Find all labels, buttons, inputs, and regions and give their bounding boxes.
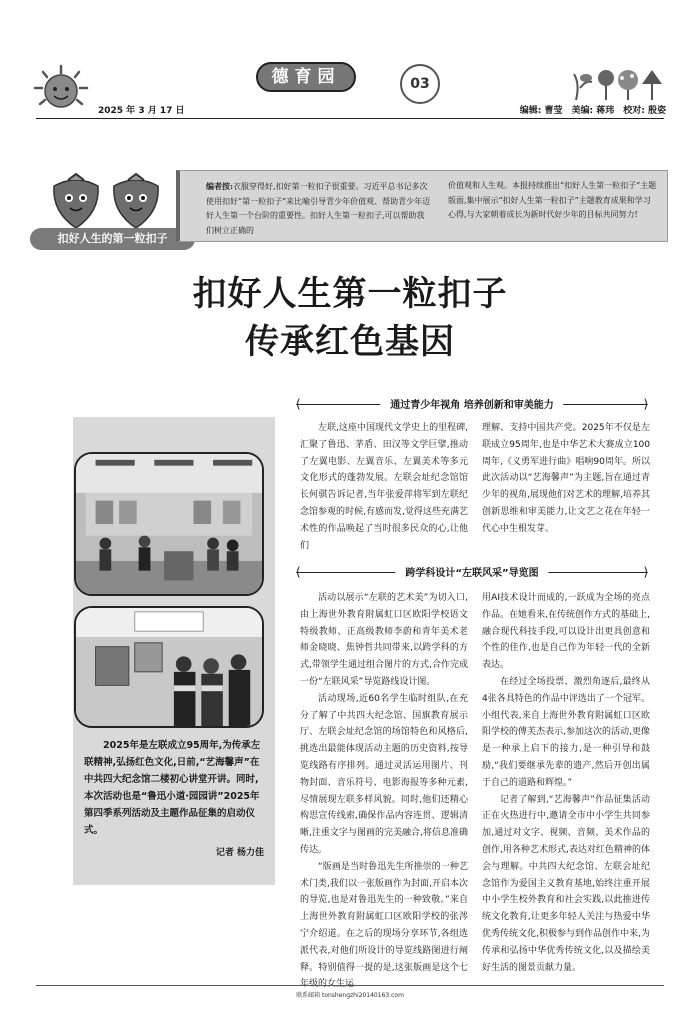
editor-note-left-text: 衣服穿得好,扣好第一粒扣子很重要。习近平总书记多次使用扣好“第一粒扣子”来比喻引导青少年价值观、帮助青少年迈好人生第一个台阶的重要性。扣好人生第一粒扣子,可以帮助我们树立正确的 (206, 182, 431, 235)
section1-heading: ( ) 通过青少年视角 培养创新和审美能力 (296, 397, 648, 411)
editor-note-box (176, 170, 668, 242)
students-gallery-photo (74, 606, 264, 728)
section1-paragraph-2: 理解、支持中国共产党。2025年不仅是左联成立95周年,也是中华艺术大赛成立100周年,《义勇军进行曲》唱响90周年。所以此次活动以“艺海馨声”为主题,旨在通过青少年的视角,展现他们对艺术的理解,培养其创新思维和审美能力,让文艺之花在年轻一代心中生根发芽。 (482, 423, 650, 534)
section2-paragraph-1: 活动以展示“左联的艺术美”为切入口,由上海世外教育附属虹口区欧阳学校语文特级教师、正高级教师李蔚和青年美术老师金晓晓、焦钟哲共同带来,以跨学科的方式,带领学生通过组合图片的方式,合作完成一份“左联风采”导览路线设计图。 (300, 593, 468, 687)
section1-paragraph-1: 左联,这座中国现代文学史上的里程碑,汇聚了鲁迅、茅盾、田汉等文学巨擘,推动了左翼电影、左翼音乐、左翼美术等多元文化形式的蓬勃发展。左联会址纪念馆馆长何骐告诉记者,当年张爱萍将军到左联纪念馆参观的时候,有感而发,觉得这些充满艺术性的作品唤起了当时很多民众的心,让他们 (300, 423, 468, 551)
section2-title: 跨学科设计“左联风采”导览图 (395, 564, 548, 579)
section2-paragraph-4: 用AI技术设计而成的,一跃成为全场的亮点作品。在她看来,在传统创作方式的基础上,融合现代科技手段,可以设计出更具创意和个性的佳作,也是自己作为年轻一代的全新表达。 (482, 593, 650, 671)
footer-contact: 联系邮箱 tonshengzhi20140163.com (296, 992, 404, 999)
section1-title: 通过青少年视角 培养创新和审美能力 (380, 396, 563, 411)
section2-paragraph-3: “版画是当时鲁迅先生所推崇的一种艺术门类,我们以一张版画作为封面,开启本次的导览,也是对鲁迅先生的一种致敬。”来自上海世外教育附属虹口区欧阳学校的张涔宁介绍道。在之后的现场分享环节,各组选派代表,对他们所设计的导览线路图进行阐释。特别值得一提的是,这张版画是这个七年级的女生运 (300, 861, 468, 990)
exhibition-hall-photo (74, 452, 264, 596)
editor-note-right: 价值观和人生观。本报持续推出“扣好人生第一粒扣子”主题版面,集中展示“扣好人生第一粒扣子”主题教育成果和学习心得,与大家朝着成长为新时代好少年的目标共同努力! (448, 181, 657, 219)
section2-paragraph-5: 在经过全场投票、激烈角逐后,最终从4张各具特色的作品中评选出了一个冠军。小组代表,来自上海世外教育附属虹口区欧阳学校的傅芙杰表示,参加这次的活动,更像是一种承上启下的接力,是一种引导和鼓励,“我们要继承先辈的遗产,然后开创出属于自己的道路和辉煌。” (482, 676, 650, 788)
section-masthead: 德育园 (256, 62, 356, 92)
section2-column-1 (300, 590, 468, 993)
section2-paragraph-6: 记者了解到,“艺海馨声”作品征集活动正在火热进行中,邀请全市中小学生共同参加,通过对文字、视频、音频、美术作品的创作,用各种艺术形式,表达对红色精神的体会与理解。中共四大纪念馆、左联会址纪念馆作为爱国主义教育基地,始终注重开展中小学生校外教育和社会实践,以此推进传统文化教育,让更多年轻人关注与热爱中华优秀传统文化,积极参与到作品创作中来,为传承和弘扬中华优秀传统文化,以及描绘美好生活的图景贡献力量。 (482, 794, 650, 973)
headline-line-2: 传承红色基因 (245, 322, 455, 362)
editor-note-lead: 编者按: (206, 181, 233, 191)
section2-heading: ( ) 跨学科设计“左联风采”导览图 (296, 565, 648, 579)
sun-mascot-icon (32, 64, 90, 114)
editorial-credits: 编辑: 曹莹 美编: 蒋玮 校对: 殷姿 (519, 106, 666, 116)
main-headline (0, 270, 700, 366)
section1-column-2 (482, 420, 650, 538)
strawberry-mascots-icon (44, 172, 174, 230)
page-number: 03 (400, 64, 440, 104)
section2-paragraph-2: 活动现场,近60名学生临时组队,在充分了解了中共四大纪念馆、国旗教育展示厅、左联会址纪念馆的场馆特色和风格后,挑选出最能体现活动主题的历史资料,按导览线路有序排列。通过灵活运用图片、刊物封面、音乐符号、电影海报等多种元素,尽情展现左联多样风貌。同时,他们还精心构思宣传线索,确保作品内容连贯、逻辑清晰,注重文字与图画的完美融合,将信息准确传达。 (300, 693, 468, 855)
sidebar-caption-text: 2025年是左联成立95周年,为传承左联精神,弘扬红色文化,日前,“艺海馨声”在中共四大纪念馆二楼初心讲堂开讲。同时,本次活动也是“鲁迅小道·园园讲”2025年第四季系列活动及主题作品征集的启动仪式。 (84, 740, 261, 836)
headline-line-1: 扣好人生第一粒扣子 (192, 274, 508, 314)
section1-column-1 (300, 420, 468, 554)
trees-decoration-icon (570, 66, 670, 102)
header-divider (36, 118, 664, 119)
editor-note-left (206, 179, 432, 238)
footer-divider (36, 985, 664, 986)
sidebar-caption (84, 737, 264, 862)
section2-column-2 (482, 590, 650, 976)
column-banner-label: 扣好人生的第一粒扣子 (30, 228, 195, 250)
sidebar-byline: 记者 杨力佳 (215, 848, 264, 858)
issue-date: 2025 年 3 月 17 日 (98, 106, 185, 116)
